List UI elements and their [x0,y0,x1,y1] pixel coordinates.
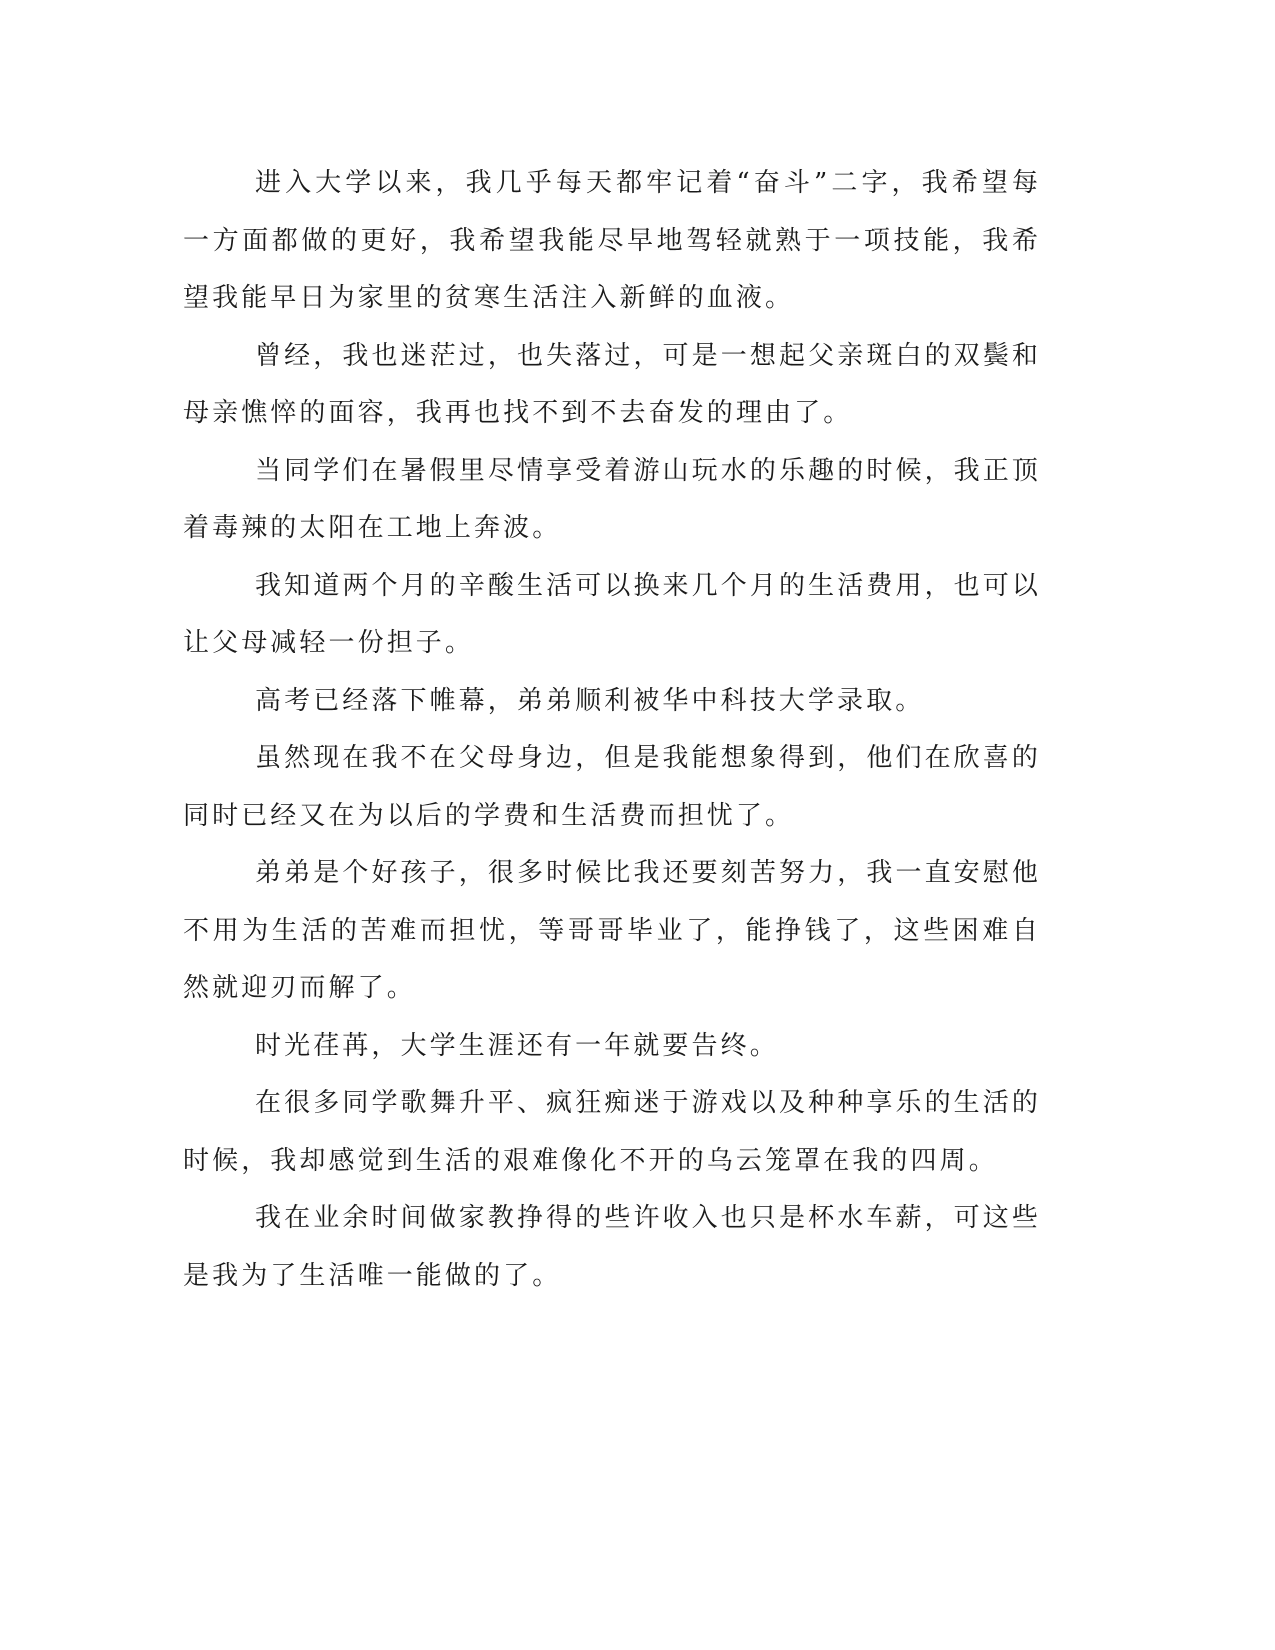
paragraph-5: 高考已经落下帷幕，弟弟顺利被华中科技大学录取。 [255,685,925,716]
paragraph-4: 我知道两个月的辛酸生活可以换来几个月的生活费用，也可以让父母减轻一份担子。 [183,570,1041,658]
paragraph-9: 在很多同学歌舞升平、疯狂痴迷于游戏以及种种享乐的生活的时候，我却感觉到生活的艰难像化不开的乌云笼罩在我的四周。 [183,1088,1041,1176]
paragraph-6: 虽然现在我不在父母身边，但是我能想象得到，他们在欣喜的同时已经又在为以后的学费和生活费而担忧了。 [183,743,1041,831]
paragraph-1: 进入大学以来，我几乎每天都牢记着“奋斗”二字，我希望每一方面都做的更好，我希望我能尽早地驾轻就熟于一项技能，我希望我能早日为家里的贫寒生活注入新鲜的血液。 [183,168,1041,313]
document-body [183,155,1041,1305]
paragraph-10: 我在业余时间做家教挣得的些许收入也只是杯水车薪，可这些是我为了生活唯一能做的了。 [183,1203,1041,1291]
paragraph-3: 当同学们在暑假里尽情享受着游山玩水的乐趣的时候，我正顶着毒辣的太阳在工地上奔波。 [183,455,1041,543]
paragraph-7: 弟弟是个好孩子，很多时候比我还要刻苦努力，我一直安慰他不用为生活的苦难而担忧，等哥哥毕业了，能挣钱了，这些困难自然就迎刃而解了。 [183,858,1041,1003]
paragraph-2: 曾经，我也迷茫过，也失落过，可是一想起父亲斑白的双鬓和母亲憔悴的面容，我再也找不到不去奋发的理由了。 [183,340,1041,428]
paragraph-8: 时光荏苒，大学生涯还有一年就要告终。 [255,1030,779,1061]
